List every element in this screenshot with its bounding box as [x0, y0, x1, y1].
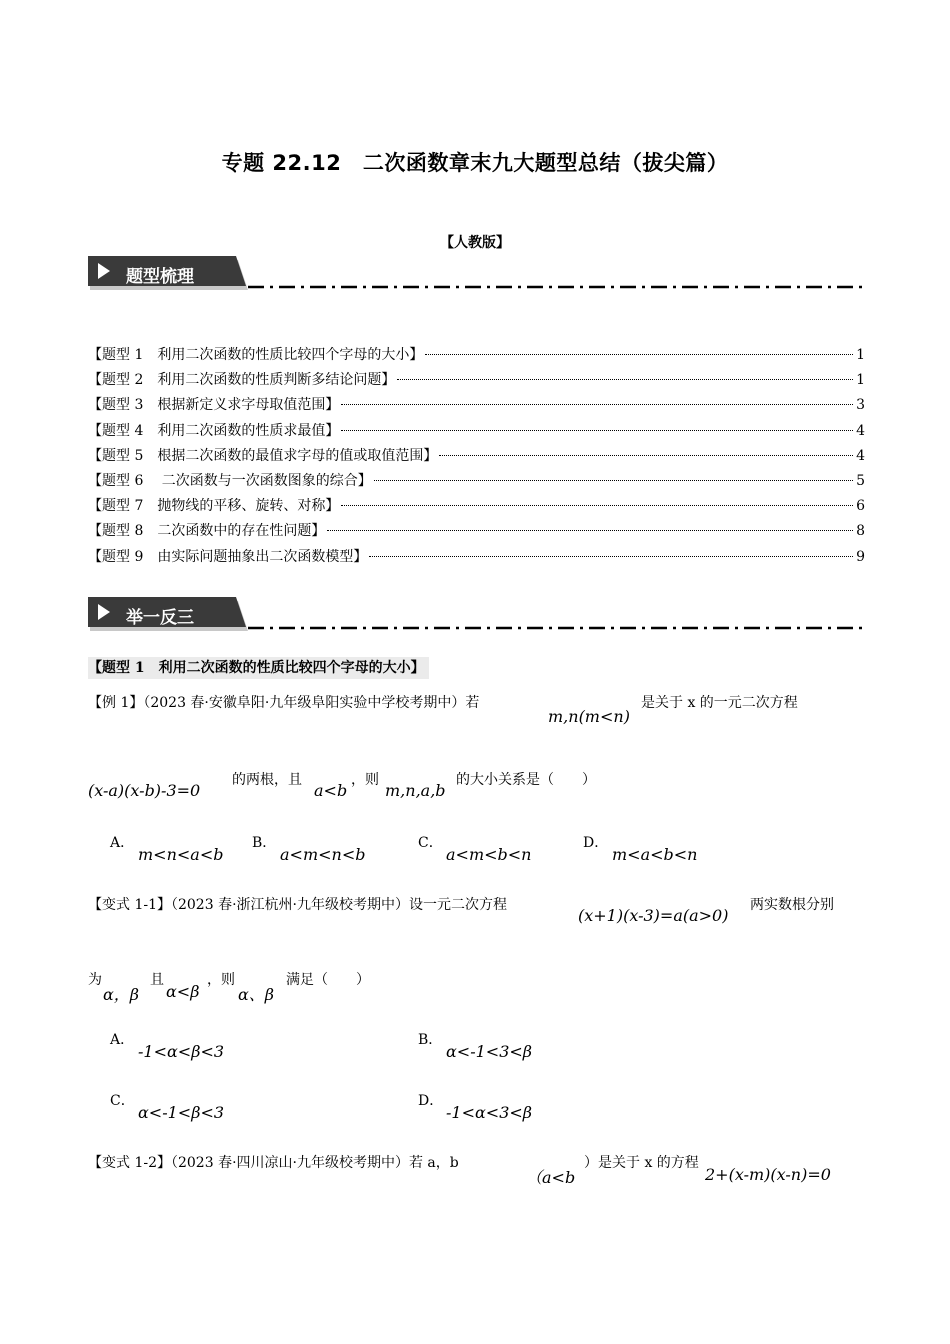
toc-entry-page: 3 [856, 397, 865, 414]
variant11-option-d-letter[interactable]: D． [418, 1093, 444, 1109]
variant12-math-order: （a<b [526, 1168, 576, 1187]
toc-entry-label: 【题型 8 二次函数中的存在性问题】 [88, 523, 326, 540]
variant11-option-c[interactable]: α<-1<β<3 [138, 1103, 225, 1122]
variant11-text3: 且 [150, 972, 164, 988]
toc-entry[interactable] [88, 343, 865, 368]
toc-leader [374, 480, 853, 481]
variant11-option-a-letter[interactable]: A． [110, 1032, 135, 1048]
variant11-text5: 满足（ ） [286, 972, 370, 988]
section-banner-overview [88, 256, 868, 290]
example1-option-c[interactable]: a<m<b<n [446, 845, 532, 864]
toc-leader [397, 379, 853, 380]
variant11-option-b[interactable]: α<-1<3<β [446, 1042, 533, 1061]
example1-math-roots: m,n(m<n) [548, 707, 630, 726]
toc-entry-page: 6 [856, 498, 865, 515]
variant11-math-order: α<β [166, 982, 200, 1001]
example1-option-a[interactable]: m<n<a<b [138, 845, 224, 864]
section-title-overview: 题型梳理 [126, 267, 194, 287]
variant11-math-pair: α、β [238, 985, 275, 1004]
variant11-text4: ，则 [207, 972, 235, 988]
variant11-math-equation: (x+1)(x-3)=a(a>0) [578, 906, 729, 925]
variant11-option-b-letter[interactable]: B． [418, 1032, 443, 1048]
toc-leader [327, 530, 853, 531]
toc-entry[interactable] [88, 469, 865, 494]
toc-entry[interactable] [88, 545, 865, 570]
example1-text3: ，则 [351, 772, 379, 788]
example1-math-equation: (x-a)(x-b)-3=0 [88, 781, 201, 800]
toc-entry-label: 【题型 6 二次函数与一次函数图象的综合】 [88, 472, 372, 489]
table-of-contents [88, 343, 865, 570]
toc-entry-page: 1 [856, 347, 865, 363]
section-banner-shape [88, 597, 868, 631]
toc-entry-label: 【题型 4 利用二次函数的性质求最值】 [88, 422, 340, 439]
example1-math-vars: m,n,a,b [385, 781, 446, 800]
variant11-option-d[interactable]: -1<α<3<β [446, 1103, 533, 1122]
variant11-text2: 为 [88, 972, 102, 988]
toc-leader [439, 455, 853, 456]
toc-leader [425, 354, 853, 355]
example1-lead: 【例 1】（2023 春·安徽阜阳·九年级阜阳实验中学校考期中）若 [88, 695, 480, 711]
variant11-option-a[interactable]: -1<α<β<3 [138, 1042, 225, 1061]
example1-option-b[interactable]: a<m<n<b [280, 845, 366, 864]
example1-option-d[interactable]: m<a<b<n [612, 845, 698, 864]
variant11-text1: 两实数根分别 [750, 897, 834, 913]
example1-option-b-letter[interactable]: B． [252, 835, 277, 851]
section-title-examples: 举一反三 [126, 608, 194, 628]
variant12-text1: ）是关于 x 的方程 [584, 1155, 699, 1171]
example1-mid: 是关于 x 的一元二次方程 [641, 695, 798, 711]
example1-text2: 的两根，且 [232, 772, 302, 788]
toc-entry-label: 【题型 1 利用二次函数的性质比较四个字母的大小】 [88, 347, 424, 363]
example1-text4: 的大小关系是（ ） [456, 772, 596, 788]
example1-option-c-letter[interactable]: C． [418, 835, 443, 851]
toc-entry-label: 【题型 2 利用二次函数的性质判断多结论问题】 [88, 372, 396, 389]
toc-entry-page: 4 [856, 447, 865, 464]
section-banner-examples [88, 597, 868, 631]
toc-leader [341, 404, 853, 405]
toc-leader [341, 430, 853, 431]
toc-entry[interactable] [88, 444, 865, 469]
toc-entry[interactable] [88, 419, 865, 444]
variant11-lead: 【变式 1-1】（2023 春·浙江杭州·九年级校考期中）设一元二次方程 [88, 897, 507, 913]
variant11-math-roots: α，β [103, 985, 140, 1004]
toc-entry-page: 8 [856, 523, 865, 540]
toc-entry-label: 【题型 3 根据新定义求字母取值范围】 [88, 397, 340, 414]
section-banner-shape [88, 256, 868, 290]
toc-entry-page: 4 [856, 422, 865, 439]
toc-entry-page: 5 [856, 472, 865, 489]
edition-label: 【人教版】 [440, 235, 510, 251]
variant12-math-equation: 2+(x-m)(x-n)=0 [705, 1165, 831, 1184]
toc-entry[interactable] [88, 519, 865, 544]
toc-entry-label: 【题型 9 由实际问题抽象出二次函数模型】 [88, 548, 368, 565]
variant12-lead: 【变式 1-2】（2023 春·四川凉山·九年级校考期中）若 a，b [88, 1155, 459, 1171]
toc-entry-label: 【题型 7 抛物线的平移、旋转、对称】 [88, 498, 340, 515]
toc-leader [341, 505, 853, 506]
example1-option-d-letter[interactable]: D． [583, 835, 609, 851]
toc-entry[interactable] [88, 393, 865, 418]
toc-entry-page: 1 [856, 372, 865, 389]
toc-entry[interactable] [88, 368, 865, 393]
type1-heading: 【题型 1 利用二次函数的性质比较四个字母的大小】 [88, 657, 429, 679]
example1-option-a-letter[interactable]: A． [110, 835, 135, 851]
toc-entry-page: 9 [856, 548, 865, 565]
toc-entry-label: 【题型 5 根据二次函数的最值求字母的值或取值范围】 [88, 447, 438, 464]
toc-leader [369, 556, 853, 557]
example1-math-ab: a<b [314, 781, 348, 800]
toc-entry[interactable] [88, 494, 865, 519]
page-title: 专题 22.12 二次函数章末九大题型总结（拔尖篇） [221, 151, 729, 175]
variant11-option-c-letter[interactable]: C． [110, 1093, 135, 1109]
